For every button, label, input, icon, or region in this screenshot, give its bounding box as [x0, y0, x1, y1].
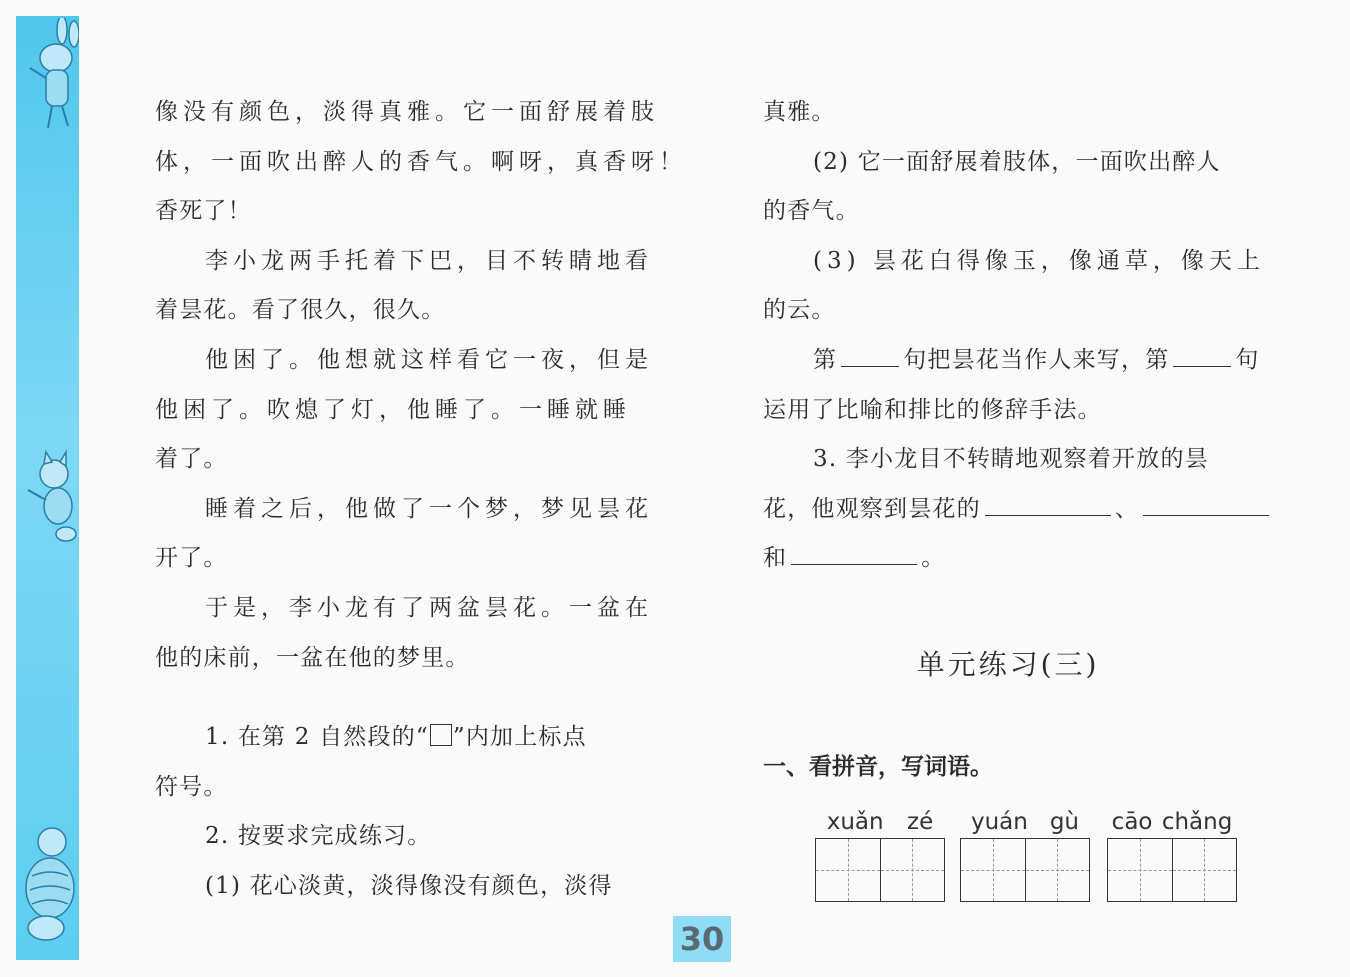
passage	[155, 88, 687, 683]
fill-text: 和	[763, 545, 788, 572]
question-2-part-2: (2) 它一面舒展着肢体，一面吹出醉人	[813, 148, 1221, 175]
question-1-text-after: ”内加上标点	[452, 724, 587, 751]
passage-line: 像没有颜色，淡得真雅。它一面舒展着肢	[155, 99, 659, 125]
pinyin-syllable: xuǎn	[826, 809, 884, 835]
question-2-fill-line	[763, 336, 1260, 386]
pinyin-word-1	[815, 806, 945, 902]
passage-line: 于是，李小龙有了两盆昙花。一盆在	[205, 594, 653, 621]
pinyin-syllable: yuán	[970, 809, 1028, 835]
fill-text: 句把昙花当作人来写，第	[903, 346, 1170, 373]
left-column	[155, 88, 687, 912]
pinyin-word-2	[960, 806, 1090, 902]
punctuation-box[interactable]	[430, 724, 452, 746]
question-3-fill-continued	[763, 534, 1253, 584]
writing-grid[interactable]	[1107, 838, 1237, 902]
answer-blank-observation-3[interactable]	[791, 546, 917, 565]
writing-cell[interactable]	[1173, 839, 1237, 901]
passage-line: 着昙花。看了很久，很久。	[155, 297, 446, 324]
passage-line: 他的床前，一盆在他的梦里。	[155, 644, 470, 671]
answer-blank-observation-2[interactable]	[1143, 497, 1269, 516]
writing-grid[interactable]	[815, 838, 945, 902]
pinyin-label	[1107, 806, 1237, 838]
fill-text: 花，他观察到昙花的	[763, 495, 981, 522]
passage-line: 着了。	[155, 446, 228, 473]
passage-line: 李小龙两手托着下巴，目不转睛地看	[205, 247, 653, 274]
answer-blank-personification[interactable]	[841, 348, 899, 367]
question-2-part-3: (3) 昙花白得像玉，像通草，像天上	[813, 247, 1265, 274]
passage-line: 香死了！	[155, 198, 252, 225]
fill-text: 句	[1235, 346, 1260, 373]
right-column	[763, 88, 1265, 584]
fill-text: 第	[813, 346, 838, 373]
writing-cell[interactable]	[1108, 839, 1173, 901]
writing-grid[interactable]	[960, 838, 1090, 902]
rabbit-illustration-icon	[16, 18, 79, 138]
unit-title: 单元练习(三)	[916, 648, 1100, 681]
cat-illustration-icon	[16, 446, 79, 546]
writing-cell[interactable]	[816, 839, 881, 901]
writing-cell[interactable]	[881, 839, 945, 901]
question-1	[155, 713, 645, 763]
pinyin-syllable: chǎng	[1161, 809, 1233, 835]
question-2-part-1: (1) 花心淡黄，淡得像没有颜色，淡得	[205, 872, 613, 899]
writing-cell[interactable]	[1026, 839, 1090, 901]
tiger-illustration-icon	[16, 816, 79, 956]
pinyin-syllable: cāo	[1111, 809, 1153, 835]
pinyin-syllable: zé	[907, 809, 934, 835]
question-3-fill-line	[763, 485, 1253, 535]
question-2-part-2-continued: 的香气。	[763, 198, 860, 225]
question-1-continued: 符号。	[155, 773, 228, 800]
writing-cell[interactable]	[961, 839, 1026, 901]
passage-line: 睡着之后，他做了一个梦，梦见昙花	[205, 495, 653, 522]
question-2-part-3-continued: 的云。	[763, 297, 836, 324]
page-number: 30	[673, 916, 731, 962]
pinyin-word-3	[1107, 806, 1237, 902]
passage-line: 体，一面吹出醉人的香气。啊呀，真香呀！	[155, 148, 687, 175]
question-1-text: 1. 在第 2 自然段的“	[205, 724, 429, 751]
pinyin-syllable: gù	[1049, 809, 1080, 835]
pinyin-label	[960, 806, 1090, 838]
passage-line: 开了。	[155, 545, 228, 572]
pinyin-label	[815, 806, 945, 838]
passage-line: 他困了。他想就这样看它一夜，但是	[205, 346, 653, 373]
answer-blank-metaphor[interactable]	[1173, 348, 1231, 367]
fill-text: 。	[921, 545, 946, 572]
decorative-sidebar	[16, 16, 79, 960]
fill-text: 、	[1114, 495, 1140, 522]
answer-blank-observation-1[interactable]	[985, 497, 1111, 516]
question-2-part-1-continued: 真雅。	[763, 99, 836, 125]
question-3: 3. 李小龙目不转睛地观察着开放的昙	[813, 446, 1209, 473]
question-2-fill-continued: 运用了比喻和排比的修辞手法。	[763, 396, 1102, 423]
question-2: 2. 按要求完成练习。	[205, 823, 432, 850]
section-heading: 一、看拼音，写词语。	[763, 754, 993, 780]
passage-line: 他困了。吹熄了灯，他睡了。一睡就睡	[155, 396, 631, 423]
